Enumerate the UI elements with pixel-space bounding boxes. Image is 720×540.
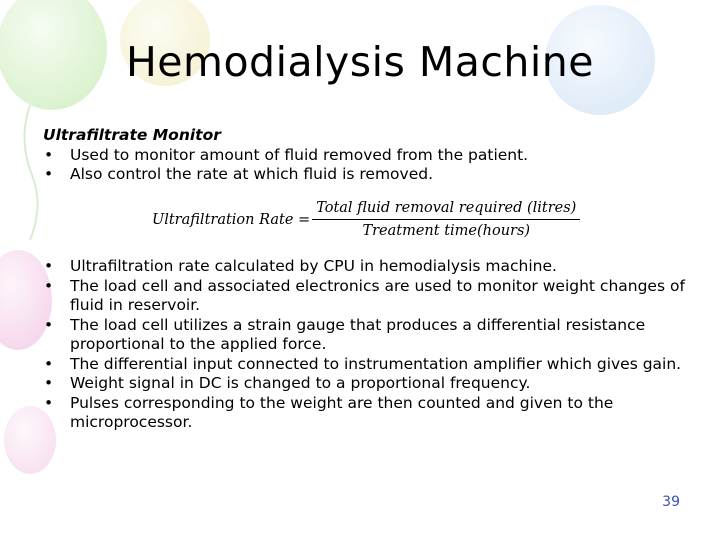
- intro-bullet-list: [43, 146, 693, 185]
- formula-numerator: Total fluid removal required (litres): [316, 200, 577, 216]
- list-item: • Weight signal in DC is changed to a proportional frequency.: [43, 374, 693, 394]
- section-heading: Ultrafiltrate Monitor: [43, 126, 221, 144]
- formula-denominator: Treatment time(hours): [312, 219, 580, 239]
- detail-section: [43, 257, 693, 433]
- ultrafiltration-formula: [152, 200, 578, 239]
- list-item: • The load cell and associated electronics are used to monitor weight changes of fluid in reservoir.: [43, 277, 693, 316]
- slide-body: [43, 126, 693, 185]
- list-item: • Used to monitor amount of fluid removed from the patient.: [43, 146, 693, 166]
- list-item: • The differential input connected to instrumentation amplifier which gives gain.: [43, 355, 693, 375]
- slide-title: Hemodialysis Machine: [125, 38, 595, 86]
- list-item: • The load cell utilizes a strain gauge that produces a differential resistance proportional to the applied force.: [43, 316, 693, 355]
- detail-bullet-list: [43, 257, 693, 433]
- formula-lhs: Ultrafiltration Rate =: [152, 211, 311, 228]
- page-number: 39: [662, 494, 680, 510]
- list-item: • Pulses corresponding to the weight are then counted and given to the microprocessor.: [43, 394, 693, 433]
- balloon-string: [24, 105, 37, 240]
- formula-fraction: [314, 200, 578, 239]
- list-item: • Also control the rate at which fluid is removed.: [43, 165, 693, 185]
- list-item: • Ultrafiltration rate calculated by CPU in hemodialysis machine.: [43, 257, 693, 277]
